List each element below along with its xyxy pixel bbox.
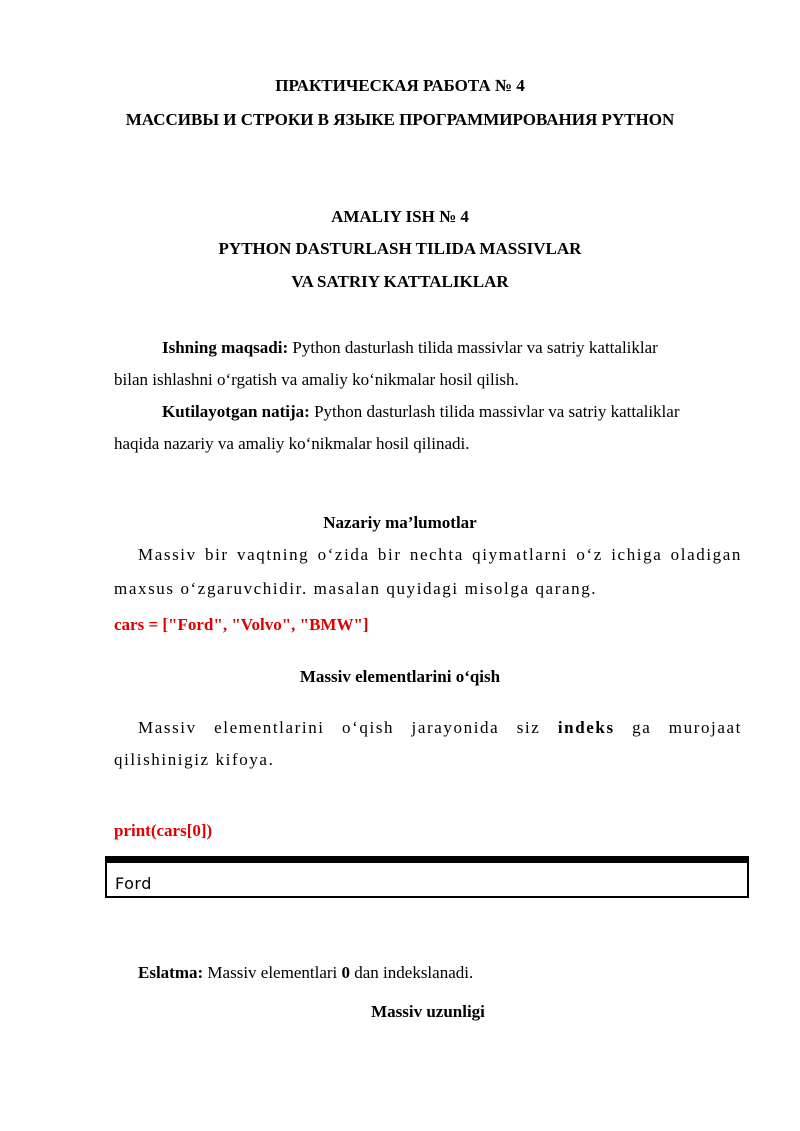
output-text: Ford: [115, 874, 152, 893]
reading-para-line-2: qilishinigiz kifoya.: [114, 750, 275, 769]
note-bold-num: 0: [341, 963, 350, 982]
reading-para-line-1: [138, 718, 742, 738]
uz-title-line-3: VA SATRIY KATTALIKLAR: [291, 272, 509, 291]
uz-title-line-1: AMALIY ISH № 4: [331, 207, 469, 226]
theory-para-line-2: maxsus o‘zgaruvchidir. masalan quyidagi misolga qarang.: [114, 579, 598, 598]
result-label: Kutilayotgan natija:: [162, 402, 310, 421]
reading-para-bold: indeks: [557, 718, 615, 737]
reading-heading: Massiv elementlarini o‘qish: [299, 667, 501, 686]
theory-heading: Nazariy ma’lumotlar: [323, 513, 477, 532]
result-line-1: [162, 396, 680, 428]
goal-label: Ishning maqsadi:: [162, 338, 289, 357]
note-label: Eslatma:: [138, 963, 204, 982]
code-cars-array: cars = ["Ford", "Volvo", "BMW"]: [114, 615, 369, 634]
ru-title-line-1: ПРАКТИЧЕСКАЯ РАБОТА № 4: [275, 76, 525, 95]
goal-text-1: Python dasturlash tilida massivlar va satriy kattaliklar: [288, 338, 658, 357]
output-box: [105, 856, 749, 898]
note-text-a: Massiv elementlari: [203, 963, 342, 982]
code-print: print(cars[0]): [114, 821, 213, 840]
ru-title-line-2: МАССИВЫ И СТРОКИ В ЯЗЫКЕ ПРОГРАММИРОВАНИЯ PYTHON: [125, 110, 675, 129]
goal-line-1: [162, 332, 658, 364]
result-text-1: Python dasturlash tilida massivlar va satriy kattaliklar: [309, 402, 680, 421]
note-text-b: dan indekslanadi.: [350, 963, 474, 982]
theory-para-line-1: Massiv bir vaqtning o‘zida bir nechta qiymatlarni o‘z ichiga oladigan: [138, 545, 742, 564]
reading-para-text-a: Massiv elementlarini o‘qish jarayonida siz: [138, 718, 558, 737]
uz-title-line-2: PYTHON DASTURLASH TILIDA MASSIVLAR: [218, 239, 582, 258]
reading-para-text-b: ga murojaat: [614, 718, 742, 737]
length-heading: Massiv uzunligi: [371, 1002, 485, 1021]
result-line-2: haqida nazariy va amaliy ko‘nikmalar hosil qilinadi.: [114, 434, 470, 453]
note-line: [138, 957, 473, 989]
goal-line-2: bilan ishlashni o‘rgatish va amaliy ko‘nikmalar hosil qilish.: [114, 370, 519, 389]
